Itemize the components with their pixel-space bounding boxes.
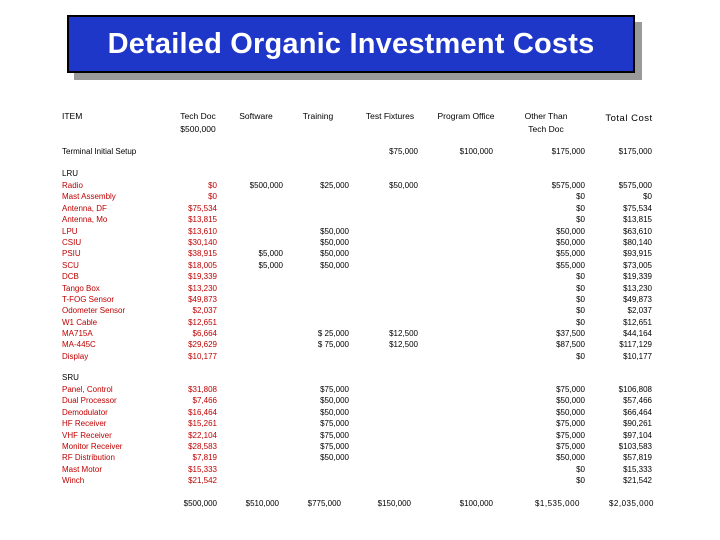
lru-section-label: LRU	[62, 169, 79, 178]
sru-tech-doc-cell: $15,261	[188, 419, 217, 429]
lru-training-column	[290, 180, 349, 362]
total-grand: $2,035,000	[608, 499, 654, 508]
lru-total-cell: $575,000	[618, 181, 652, 190]
lru-other-cell: $87,500	[556, 340, 585, 350]
lru-training-cell	[290, 191, 349, 202]
lru-other-cell: $55,000	[556, 260, 585, 270]
lru-software-cell	[226, 283, 283, 294]
header-other-line2: Tech Doc	[528, 124, 564, 134]
lru-test-fixtures-cell	[360, 317, 418, 328]
lru-software-cell	[226, 271, 283, 282]
sru-tech-doc-column	[160, 384, 217, 487]
header-other	[512, 110, 580, 136]
sru-tech-doc-cell: $21,542	[188, 476, 217, 486]
header-item: ITEM	[62, 111, 83, 121]
lru-test-fixtures-cell: $12,500	[389, 329, 418, 339]
sru-tech-doc-cell: $28,583	[188, 441, 217, 451]
lru-item-name: DCB	[62, 272, 79, 282]
sru-total-cell: $21,542	[623, 476, 652, 486]
sru-other-cell: $50,000	[556, 396, 585, 406]
sru-total-cell: $103,583	[618, 441, 652, 451]
terminal-other: $175,000	[551, 147, 585, 156]
lru-item-name: Odometer Sensor	[62, 306, 126, 316]
sru-other-cell: $50,000	[556, 453, 585, 463]
lru-tech-doc-cell: $75,534	[188, 203, 217, 213]
lru-software-cell	[226, 203, 283, 214]
header-test-fixtures: Test Fixtures	[365, 111, 415, 121]
lru-other-cell: $0	[576, 203, 585, 213]
sru-section-label: SRU	[62, 373, 79, 382]
lru-test-fixtures-cell	[360, 191, 418, 202]
sru-other-cell: $75,000	[556, 430, 585, 440]
lru-training-cell: $50,000	[320, 226, 349, 236]
sru-item-name: HF Receiver	[62, 419, 107, 429]
lru-software-cell	[226, 226, 283, 237]
lru-other-cell: $0	[576, 192, 585, 202]
lru-training-cell	[290, 351, 349, 362]
sru-item-name: VHF Receiver	[62, 430, 112, 440]
lru-total-cell: $13,815	[623, 215, 652, 225]
terminal-label: Terminal Initial Setup	[62, 147, 137, 156]
lru-item-name: Display	[62, 351, 89, 361]
lru-other-cell: $0	[576, 283, 585, 293]
lru-test-fixtures-cell	[360, 237, 418, 248]
header-tech-doc-line2: $500,000	[180, 124, 216, 134]
lru-tech-doc-cell: $13,230	[188, 283, 217, 293]
lru-other-cell: $575,000	[551, 181, 585, 190]
sru-total-cell: $66,464	[623, 407, 652, 417]
lru-tech-doc-cell: $0	[208, 181, 217, 190]
lru-other-cell: $0	[576, 294, 585, 304]
lru-test-fixtures-cell	[360, 248, 418, 259]
lru-item-name: W1 Cable	[62, 317, 98, 327]
lru-other-cell: $50,000	[556, 237, 585, 247]
lru-training-cell	[290, 294, 349, 305]
lru-tech-doc-cell: $18,005	[188, 260, 217, 270]
lru-software-cell	[226, 305, 283, 316]
sru-tech-doc-cell: $22,104	[188, 430, 217, 440]
lru-total-cell: $63,610	[623, 226, 652, 236]
lru-software-cell	[226, 294, 283, 305]
header-software: Software	[239, 111, 273, 121]
sru-training-cell: $50,000	[320, 396, 349, 406]
lru-item-name: SCU	[62, 260, 79, 270]
header-program-office: Program Office	[437, 111, 495, 121]
page-title: Detailed Organic Investment Costs	[107, 27, 595, 60]
sru-training-cell: $75,000	[320, 430, 349, 440]
lru-total-cell: $10,177	[623, 351, 652, 361]
lru-training-cell	[290, 317, 349, 328]
lru-test-fixtures-column	[360, 180, 418, 362]
sru-training-cell: $75,000	[320, 385, 349, 394]
sru-item-name: Dual Processor	[62, 396, 117, 406]
sru-total-cell: $15,333	[623, 464, 652, 474]
lru-total-cell: $80,140	[623, 237, 652, 247]
total-software: $510,000	[245, 499, 279, 508]
lru-training-cell: $ 75,000	[317, 340, 349, 350]
lru-total-cell: $19,339	[623, 272, 652, 282]
total-tech-doc: $500,000	[183, 499, 217, 508]
lru-software-cell	[226, 328, 283, 339]
lru-other-cell: $0	[576, 306, 585, 316]
lru-software-cell	[226, 317, 283, 328]
lru-test-fixtures-cell	[360, 260, 418, 271]
lru-tech-doc-cell: $13,815	[188, 215, 217, 225]
sru-total-cell: $106,808	[618, 385, 652, 394]
lru-tech-doc-cell: $30,140	[188, 237, 217, 247]
lru-item-name: MA-445C	[62, 340, 96, 350]
header-total: Total Cost	[605, 113, 653, 124]
lru-tech-doc-cell: $2,037	[192, 306, 217, 316]
lru-other-column	[520, 180, 585, 362]
lru-training-cell: $50,000	[320, 237, 349, 247]
lru-training-cell: $50,000	[320, 260, 349, 270]
lru-other-cell: $50,000	[556, 226, 585, 236]
sru-total-cell: $57,819	[623, 453, 652, 463]
title-banner	[67, 15, 635, 73]
lru-training-cell	[290, 203, 349, 214]
terminal-program-office: $100,000	[459, 147, 493, 156]
lru-total-cell: $0	[643, 192, 652, 202]
total-test-fixtures: $150,000	[377, 499, 411, 508]
sru-tech-doc-cell: $31,808	[188, 385, 217, 394]
sru-other-cell: $75,000	[556, 385, 585, 394]
lru-other-cell: $55,000	[556, 249, 585, 259]
header-tech-doc-line1: Tech Doc	[180, 111, 216, 121]
terminal-test-fixtures: $75,000	[389, 147, 418, 156]
lru-total-cell: $93,915	[623, 249, 652, 259]
sru-other-cell: $75,000	[556, 441, 585, 451]
sru-other-cell: $0	[576, 476, 585, 486]
lru-software-cell	[226, 191, 283, 202]
sru-other-cell: $0	[576, 464, 585, 474]
sru-tech-doc-cell: $15,333	[188, 464, 217, 474]
sru-other-column	[520, 384, 585, 487]
lru-test-fixtures-cell	[360, 294, 418, 305]
lru-tech-doc-column	[160, 180, 217, 362]
sru-item-name: Winch	[62, 476, 85, 486]
sru-tech-doc-cell: $16,464	[188, 407, 217, 417]
lru-software-cell	[226, 237, 283, 248]
lru-software-cell: $500,000	[249, 181, 283, 190]
sru-training-cell	[290, 464, 349, 475]
lru-item-name: Mast Assembly	[62, 192, 116, 202]
lru-total-cell: $49,873	[623, 294, 652, 304]
lru-software-cell	[226, 351, 283, 362]
lru-item-column	[62, 180, 125, 362]
lru-tech-doc-cell: $38,915	[188, 249, 217, 259]
header-tech-doc	[168, 110, 228, 136]
lru-total-cell: $12,651	[623, 317, 652, 327]
lru-test-fixtures-cell	[360, 203, 418, 214]
header-other-line1: Other Than	[524, 111, 568, 121]
sru-tech-doc-cell: $7,466	[192, 396, 217, 406]
lru-other-cell: $0	[576, 215, 585, 225]
lru-test-fixtures-cell	[360, 226, 418, 237]
lru-training-cell	[290, 305, 349, 316]
sru-training-cell: $50,000	[320, 407, 349, 417]
lru-other-cell: $0	[576, 351, 585, 361]
sru-other-cell: $75,000	[556, 419, 585, 429]
terminal-total: $175,000	[618, 147, 652, 156]
lru-test-fixtures-cell: $50,000	[389, 181, 418, 190]
sru-item-name: Monitor Receiver	[62, 441, 123, 451]
total-program-office: $100,000	[459, 499, 493, 508]
lru-total-cell: $13,230	[623, 283, 652, 293]
sru-item-name: Panel, Control	[62, 385, 113, 394]
sru-training-column	[290, 384, 349, 487]
lru-training-cell	[290, 283, 349, 294]
lru-software-cell: $5,000	[258, 260, 283, 270]
lru-tech-doc-cell: $10,177	[188, 351, 217, 361]
sru-total-cell: $97,104	[623, 430, 652, 440]
lru-test-fixtures-cell: $12,500	[389, 340, 418, 350]
lru-tech-doc-cell: $6,664	[192, 329, 217, 339]
lru-other-cell: $37,500	[556, 329, 585, 339]
lru-total-cell: $117,129	[619, 340, 652, 350]
lru-item-name: Radio	[62, 181, 83, 190]
sru-item-name: Mast Motor	[62, 464, 103, 474]
lru-item-name: T-FOG Sensor	[62, 294, 115, 304]
sru-total-cell: $90,261	[623, 419, 652, 429]
sru-training-cell	[290, 475, 349, 486]
lru-test-fixtures-cell	[360, 305, 418, 316]
sru-total-column	[592, 384, 652, 487]
sru-item-column	[62, 384, 122, 487]
total-other: $1,535,000	[534, 499, 580, 508]
lru-training-cell: $25,000	[320, 181, 349, 190]
lru-training-cell: $ 25,000	[317, 329, 349, 339]
lru-software-cell	[226, 214, 283, 225]
sru-other-cell: $50,000	[556, 407, 585, 417]
sru-training-cell: $75,000	[320, 441, 349, 451]
header-training: Training	[302, 111, 334, 121]
sru-item-name: RF Distribution	[62, 453, 115, 463]
lru-total-cell: $73,005	[623, 260, 652, 270]
sru-training-cell: $75,000	[320, 419, 349, 429]
lru-item-name: Tango Box	[62, 283, 100, 293]
lru-tech-doc-cell: $0	[208, 192, 217, 202]
lru-total-cell: $44,164	[623, 329, 652, 339]
lru-software-cell	[226, 339, 283, 350]
lru-test-fixtures-cell	[360, 283, 418, 294]
lru-training-cell	[290, 271, 349, 282]
lru-software-cell: $5,000	[258, 249, 283, 259]
lru-item-name: PSIU	[62, 249, 81, 259]
sru-total-cell: $57,466	[623, 396, 652, 406]
lru-tech-doc-cell: $49,873	[188, 294, 217, 304]
lru-test-fixtures-cell	[360, 214, 418, 225]
lru-item-name: Antenna, DF	[62, 203, 107, 213]
lru-item-name: LPU	[62, 226, 78, 236]
lru-item-name: CSIU	[62, 237, 82, 247]
lru-total-cell: $75,534	[623, 203, 652, 213]
lru-test-fixtures-cell	[360, 271, 418, 282]
lru-software-column	[226, 180, 283, 362]
lru-tech-doc-cell: $19,339	[188, 272, 217, 282]
lru-item-name: MA715A	[62, 329, 93, 339]
lru-tech-doc-cell: $12,651	[188, 317, 217, 327]
lru-total-column	[592, 180, 652, 362]
lru-other-cell: $0	[576, 317, 585, 327]
lru-training-cell	[290, 214, 349, 225]
lru-total-cell: $2,037	[627, 306, 652, 316]
total-training: $775,000	[307, 499, 341, 508]
sru-item-name: Demodulator	[62, 407, 108, 417]
sru-tech-doc-cell: $7,819	[192, 453, 217, 463]
lru-training-cell: $50,000	[320, 249, 349, 259]
lru-tech-doc-cell: $13,610	[188, 226, 217, 236]
lru-tech-doc-cell: $29,629	[188, 340, 217, 350]
sru-training-cell: $50,000	[320, 453, 349, 463]
lru-test-fixtures-cell	[360, 351, 418, 362]
lru-other-cell: $0	[576, 272, 585, 282]
lru-item-name: Antenna, Mo	[62, 215, 108, 225]
